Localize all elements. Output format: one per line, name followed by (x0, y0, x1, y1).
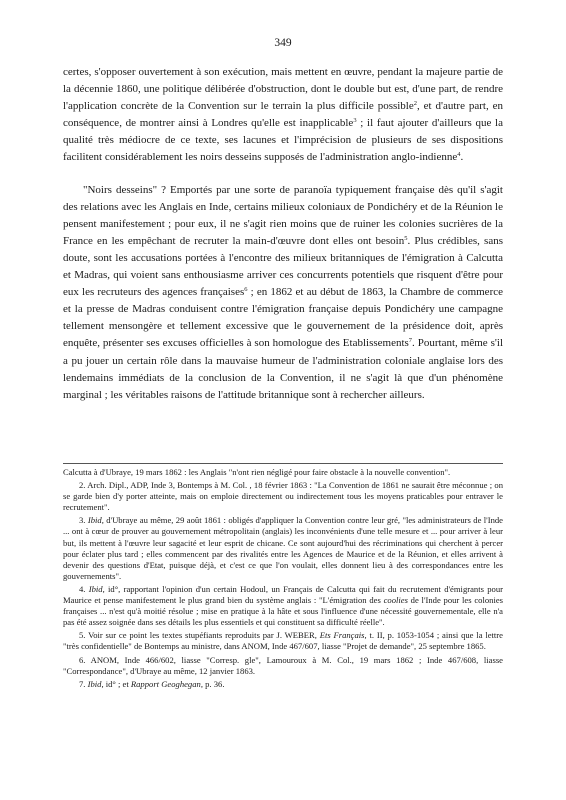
footnote-ref-4: 4 (457, 151, 461, 159)
footnote-ref-7: 7 (408, 337, 413, 345)
footnote-continuation: Calcutta à d'Ubraye, 19 mars 1862 : les Anglais "n'ont rien négligé pour faire obstacle à la nouvelle convention". (63, 467, 451, 477)
footnote-4: 4. Ibid, id°, rapportant l'opinion d'un certain Hodoul, un Français de Calcutta qui fait du recrutement d'émigrants pour Maurice et pense manifestement le plus grand bien du système anglais : "L'émigration des coolies de l'Inde pour les colonies françaises ... n'est qu'à moitié résolue ; mise en pratique à la hâte et sous l'influence d'une nécessité gouvernementale, elle n'a pas été assez soignée dans ses détails les plus essentiels et qui constituent sa difficulté réelle". (63, 583, 503, 628)
footnote-3: 3. Ibid, d'Ubraye au même, 29 août 1861 : obligés d'appliquer la Convention contre leur gré, "les administrateurs de l'Inde ... ont à cœur de prouver au gouvernement métropolitain (anglais) les inconvénients d'une telle mesure et ... pour arriver à leur but, ils mettent à l'œuvre leur sagacité et leur esprit de chicane. Ce sont aujourd'hui des récriminations qui cherchent à percer pour éclater plus tard ; elles commencent par des rivalités entre les Agences de Maurice et de la Réunion, et elles arrivent à devenir des questions d'Etat, puisque déjà, et c'est ce que l'on voulait, elles donnent lieu à des correspondances entre les gouvernements". (63, 515, 503, 581)
footnotes (63, 467, 503, 692)
paragraph-2: "Noirs desseins" ? Emportés par une sorte de paranoïa typiquement française dès qu'il s'agit des relations avec les Anglais en Inde, certains milieux coloniaux de Pondichéry et de la Réunion le pensent manifestement ; pour eux, il ne s'agit rien moins que de ruiner les colonies sucrières de la France en les empêchant de recruter la main-d'œuvre dont elles ont besoin$^5$. Plus crédibles, sans doute, sont les accusations portées à l'encontre des milieux britanniques de l'émigration à Calcutta et Madras, qui voient sans enthousiasme arriver ces concurrents potentiels que risquent d'être pour eux les recruteurs des agences françaises$^6$ ; en 1862 et au début de 1863, la Chambre de commerce et la presse de Madras conduisent contre l'émigration française depuis Pondichéry une campagne tellement mensongère et tellement excessive que le gouvernement de la présidence doit, après enquête, présenter ses excuses officielles à son homologue des Etablissements$^7$. Pourtant, même s'il a pu jouer un certain rôle dans la mauvaise humeur de l'administration coloniale anglaise lors des lendemains immédiats de la conclusion de la Convention, il ne s'agit là que d'un phénomène marginal ; les véritables raisons de l'attitude britannique sont à rechercher ailleurs. (63, 183, 504, 401)
footnote-5: 5. Voir sur ce point les textes stupéfiants reproduits par J. WEBER, Ets Français, t. II, p. 1053-1054 ; ainsi que la lettre "très confidentielle" de Bontemps au ministre, dans ANOM, Inde 467/607, liasse "Projet de demande", 25 septembre 1865. (63, 630, 503, 652)
footnote-7: 7. Ibid, id° ; et Rapport Geoghegan, p. 36. (79, 678, 225, 689)
footnote-ref-2: 2 (413, 100, 417, 108)
footnote-ref-6: 6 (244, 286, 248, 294)
paragraph-1: certes, s'opposer ouvertement à son exécution, mais mettent en œuvre, pendant la majeure partie de la décennie 1860, une politique délibérée d'obstruction, dont le double but est, d'une part, de rendre l'application concrète de la Convention sur le terrain la plus difficile possible$^2$, et d'autre part, en conséquence, de montrer ainsi à Londres qu'elle est inapplicable$^3$ ; il faut ajouter d'ailleurs que la qualité très médiocre de ce texte, ses lacunes et l'imprécision de plusieurs de ses dispositions facilitent considérablement les noirs desseins supposés de l'administration anglo-indienne$^4$. (63, 66, 503, 164)
footnote-6: 6. ANOM, Inde 466/602, liasse "Corresp. gle", Lamouroux à M. Col., 19 mars 1862 ; Inde 467/608, liasse "Correspondance", d'Ubraye au même, 12 janvier 1863. (63, 654, 503, 676)
footnote-2: 2. Arch. Dipl., ADP, Inde 3, Bontemps à M. Col. , 18 février 1863 : "La Convention de 1861 ne saurait être méconnue ; on se garde bien d'y porter atteinte, mais on emploie directement ou indirectement tous les moyens praticables pour entraver le recrutement". (63, 480, 503, 513)
footnote-ref-5: 5 (404, 234, 408, 242)
footnote-ref-3: 3 (353, 117, 357, 125)
main-text (63, 64, 503, 404)
page-number: 349 (274, 37, 292, 49)
footnote-separator (63, 463, 503, 464)
